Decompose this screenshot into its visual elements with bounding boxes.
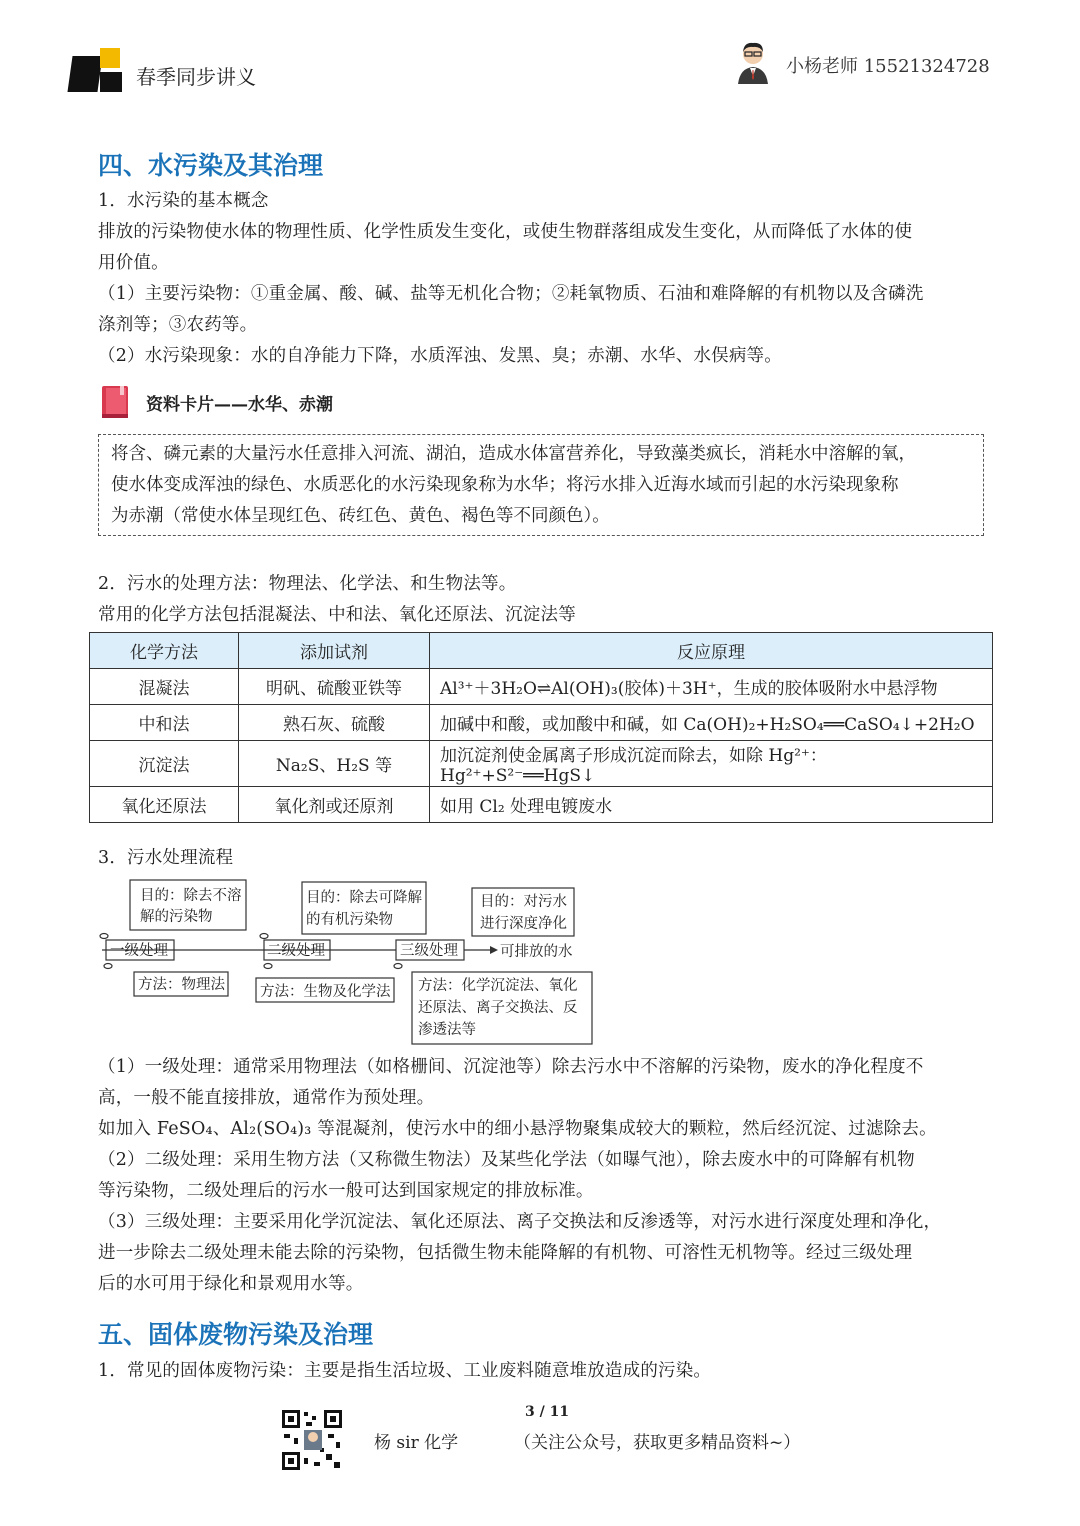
- flow-goal-2-line-2: 的有机污染物: [306, 912, 393, 928]
- table-cell-principle: 如用 Cl₂ 处理电镀废水: [430, 787, 993, 823]
- table-cell-reagent: 明矾、硫酸亚铁等: [239, 669, 430, 705]
- table-cell-principle: 加沉淀剂使金属离子形成沉淀而除去，如除 Hg²⁺：Hg²⁺+S²⁻══HgS↓: [430, 741, 993, 787]
- flow-goal-1-line-2: 解的污染物: [140, 909, 213, 925]
- stage-2-desc-line-1: （2）二级处理：采用生物方法（又称微生物法）及某些化学法（如曝气池），除去废水中的可降解有机物: [98, 1150, 915, 1170]
- page-number: 3 / 11: [525, 1404, 570, 1420]
- info-card-title: 资料卡片——水华、赤潮: [146, 395, 333, 415]
- flow-goal-3-line-1: 目的：对污水: [480, 894, 567, 910]
- table-row: [90, 787, 993, 823]
- section-4-title: 四、水污染及其治理: [98, 151, 324, 180]
- treatment-methods-table: [89, 632, 993, 823]
- section-5-subheading-1: 1．常见的固体废物污染：主要是指生活垃圾、工业废料随意堆放造成的污染。: [98, 1361, 712, 1381]
- stage-1-desc-line-1: （1）一级处理：通常采用物理法（如格栅间、沉淀池等）除去污水中不溶解的污染物，废水的净化程度不: [98, 1057, 924, 1077]
- flow-method-3-line-2: 还原法、离子交换法、反: [418, 1000, 578, 1016]
- flow-output: 可排放的水: [500, 944, 573, 960]
- table-cell-reagent: 氧化剂或还原剂: [239, 787, 430, 823]
- definition-line-1: 排放的污染物使水体的物理性质、化学性质发生变化，或使生物群落组成发生变化，从而降低了水体的使: [98, 222, 913, 242]
- flow-stage-1: 一级处理: [110, 943, 168, 959]
- teacher-contact: 小杨老师 15521324728: [786, 56, 990, 77]
- table-header-cell: 添加试剂: [239, 633, 430, 669]
- book-icon: [100, 384, 132, 420]
- flow-method-3-line-1: 方法：化学沉淀法、氧化: [418, 978, 578, 994]
- pollutants-line-1: （1）主要污染物：①重金属、酸、碱、盐等无机化合物；②耗氧物质、石油和难降解的有机物以及含磷洗: [98, 284, 924, 304]
- table-row: [90, 741, 993, 787]
- section-5-title: 五、固体废物污染及治理: [98, 1320, 374, 1349]
- footer-note: （关注公众号，获取更多精品资料~）: [514, 1433, 801, 1453]
- table-cell-reagent: 熟石灰、硫酸: [239, 705, 430, 741]
- phenomena-line: （2）水污染现象：水的自净能力下降，水质浑浊、发黑、臭；赤潮、水华、水俣病等。: [98, 346, 782, 366]
- stage-3-desc-line-1: （3）三级处理：主要采用化学沉淀法、氧化还原法、离子交换法和反渗透等，对污水进行深度处理和净化，: [98, 1212, 942, 1232]
- table-cell-principle: Al³⁺＋3H₂O⇌Al(OH)₃(胶体)＋3H⁺，生成的胶体吸附水中悬浮物: [430, 669, 993, 705]
- table-header-cell: 化学方法: [90, 633, 239, 669]
- pollutants-line-2: 涤剂等；③农药等。: [98, 315, 258, 335]
- flow-method-3-line-3: 渗透法等: [418, 1022, 476, 1038]
- flow-method-2: 方法：生物及化学法: [260, 984, 391, 1000]
- info-card-line-3: 为赤潮（常使水体呈现红色、砖红色、黄色、褐色等不同颜色）。: [111, 506, 610, 526]
- table-cell-method: 混凝法: [90, 669, 239, 705]
- subheading-3: 3．污水处理流程: [98, 848, 234, 868]
- subheading-1: 1．水污染的基本概念: [98, 191, 269, 211]
- flow-goal-1-line-1: 目的：除去不溶: [140, 888, 242, 904]
- table-cell-method: 氧化还原法: [90, 787, 239, 823]
- qr-code-icon: [280, 1408, 344, 1472]
- stage-2-desc-line-2: 等污染物，二级处理后的污水一般可达到国家规定的排放标准。: [98, 1181, 594, 1201]
- info-card-line-1: 将含、磷元素的大量污水任意排入河流、湖泊，造成水体富营养化，导致藻类疯长，消耗水中溶解的氧，: [111, 444, 916, 464]
- table-cell-reagent: Na₂S、H₂S 等: [239, 741, 430, 787]
- table-cell-principle: 加碱中和酸，或加酸中和碱，如 Ca(OH)₂+H₂SO₄══CaSO₄↓+2H₂O: [430, 705, 993, 741]
- subheading-2: 2．污水的处理方法：物理法、化学法、和生物法等。: [98, 574, 517, 594]
- treatment-flow-diagram: [96, 876, 606, 1048]
- info-card-line-2: 使水体变成浑浊的绿色、水质恶化的水污染现象称为水华；将污水排入近海水域而引起的水污染现象称: [111, 475, 899, 495]
- footer-account-name: 杨 sir 化学: [374, 1433, 459, 1453]
- brand-logo: [70, 48, 126, 94]
- flow-stage-3: 三级处理: [400, 943, 458, 959]
- teacher-avatar-icon: [734, 40, 772, 84]
- table-header-row: [90, 633, 993, 669]
- stage-3-desc-line-2: 进一步除去二级处理未能去除的污染物，包括微生物未能降解的有机物、可溶性无机物等。经过三级处理: [98, 1243, 913, 1263]
- flow-stage-2: 二级处理: [267, 943, 325, 959]
- stage-3-desc-line-3: 后的水可用于绿化和景观用水等。: [98, 1274, 364, 1294]
- stage-1-desc-line-3: 如加入 FeSO₄、Al₂(SO₄)₃ 等混凝剂，使污水中的细小悬浮物聚集成较大的颗粒，然后经沉淀、过滤除去。: [98, 1119, 937, 1139]
- table-cell-method: 中和法: [90, 705, 239, 741]
- table-row: [90, 669, 993, 705]
- flow-goal-3-line-2: 进行深度净化: [480, 916, 567, 932]
- table-row: [90, 705, 993, 741]
- table-header-cell: 反应原理: [430, 633, 993, 669]
- flow-goal-2-line-1: 目的：除去可降解: [306, 890, 422, 906]
- definition-line-2: 用价值。: [98, 253, 169, 273]
- flow-method-1: 方法：物理法: [138, 977, 225, 993]
- chemical-methods-intro: 常用的化学方法包括混凝法、中和法、氧化还原法、沉淀法等: [98, 605, 576, 625]
- brand-title: 春季同步讲义: [136, 65, 256, 89]
- table-cell-method: 沉淀法: [90, 741, 239, 787]
- stage-1-desc-line-2: 高，一般不能直接排放，通常作为预处理。: [98, 1088, 435, 1108]
- info-card-box: [98, 434, 984, 536]
